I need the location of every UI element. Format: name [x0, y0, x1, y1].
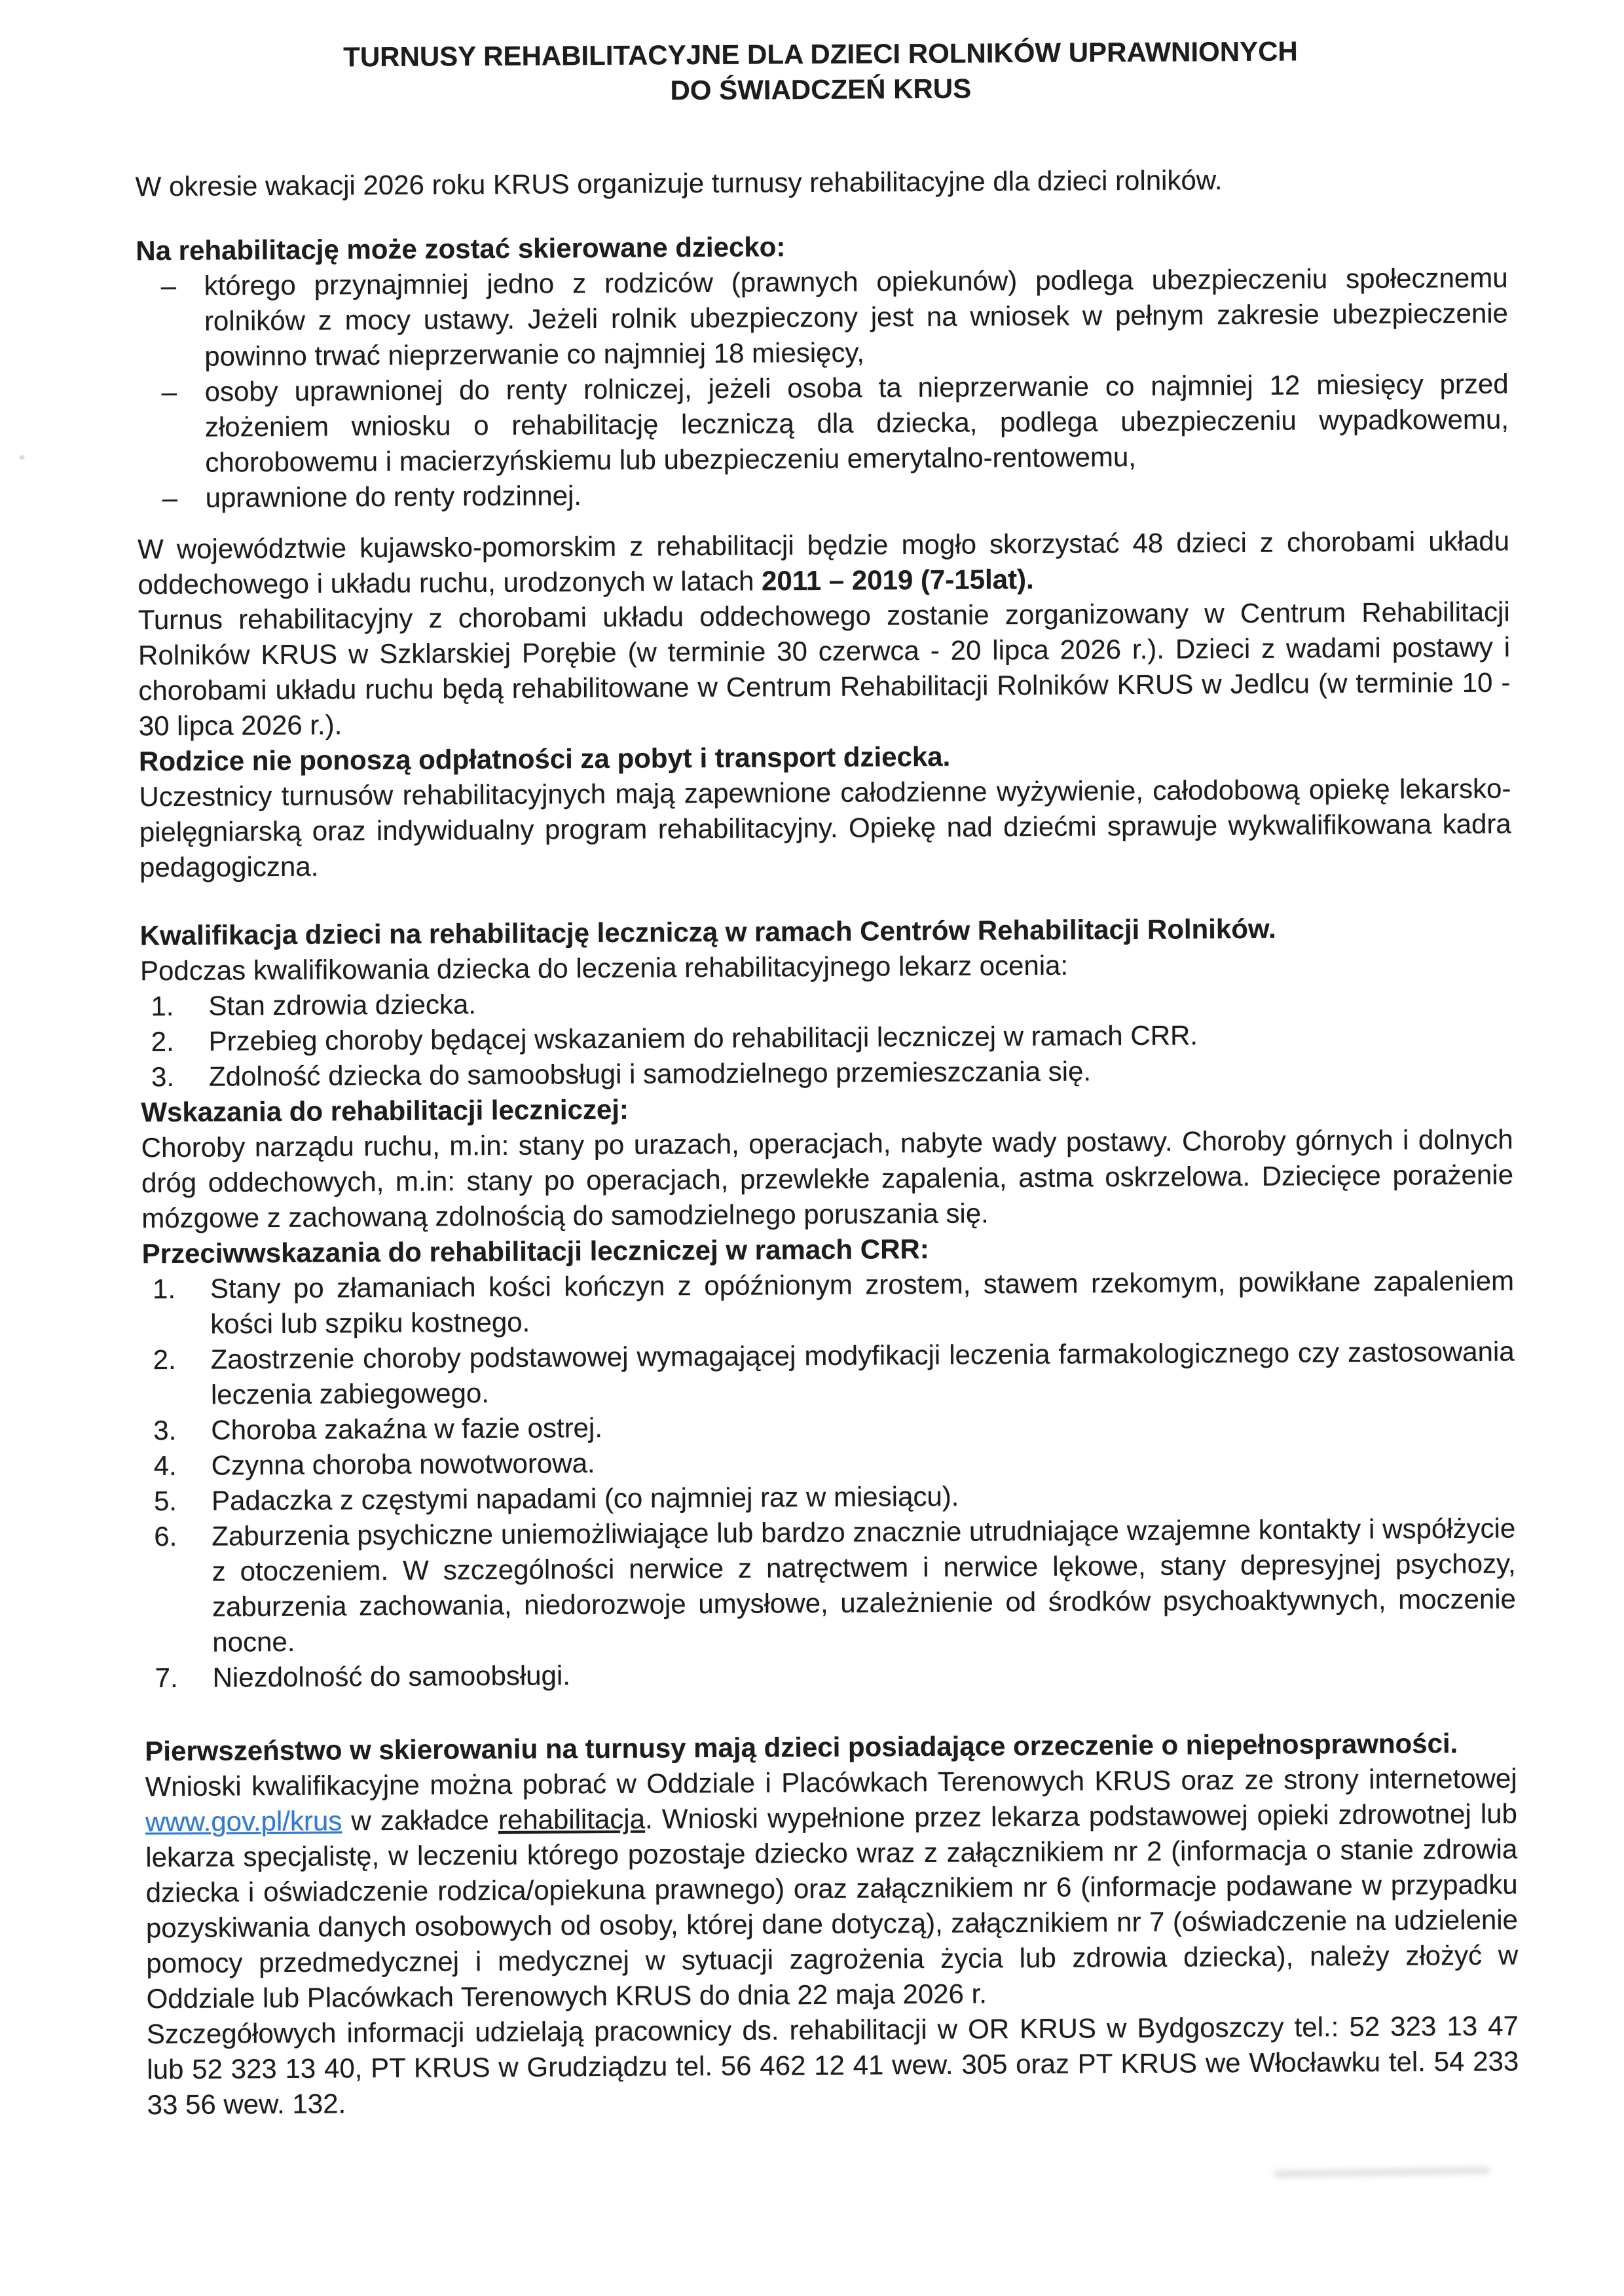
list-item-text: Zaostrzenie choroby podstawowej wymagającej modyfikacji leczenia farmakologicznego czy zastosowania leczenia zabiegowego. — [210, 1336, 1515, 1410]
number-marker: 7. — [155, 1662, 178, 1694]
number-marker: 4. — [153, 1449, 177, 1482]
birth-years-bold: 2011 – 2019 (7-15lat). — [761, 563, 1034, 596]
list-item — [136, 367, 1509, 481]
contact-paragraph: Szczegółowych informacji udzielają pracownicy ds. rehabilitacji w OR KRUS w Bydgoszczy tel.: 52 323 13 47 lub 52 323 13 40, PT KRUS w Grudziądzu tel. 56 462 12 41 wew. 305 oraz PT KRUS we Włocławku tel. 54 233 33 56 wew. 132. — [146, 2010, 1519, 2121]
list-item-text: Czynna choroba nowotworowa. — [211, 1448, 595, 1481]
title-line-1: TURNUSY REHABILITACYJNE DLA DZIECI ROLNIKÓW UPRAWNIONYCH — [343, 35, 1298, 73]
list-item — [142, 1263, 1515, 1342]
list-item-text: osoby uprawnionej do renty rolniczej, jeżeli osoba ta nieprzerwanie co najmniej 12 miesięcy przed złożeniem wniosku o rehabilitację leczniczą dla dziecka, podlega ubezpieczeniu wypadkowemu, chorobowemu i macierzyńskiemu lub ubezpieczeniu emerytalno-rentowemu, — [204, 368, 1509, 478]
number-marker: 3. — [151, 1061, 175, 1093]
list-item — [136, 261, 1508, 375]
krus-website-link[interactable]: www.gov.pl/krus — [145, 1805, 342, 1838]
dash-marker: – — [162, 482, 178, 514]
dash-marker: – — [161, 376, 177, 408]
qualification-list — [140, 980, 1513, 1095]
qualification-section — [140, 909, 1514, 1236]
list-item-text: Padaczka z częstymi napadami (co najmniej raz w miesiącu). — [211, 1480, 959, 1516]
qualification-heading: Kwalifikacja dzieci na rehabilitację leczniczą w ramach Centrów Rehabilitacji Rolników. — [139, 913, 1276, 951]
no-fee-statement: Rodzice nie ponoszą odpłatności za pobyt i transport dziecka. — [138, 740, 951, 777]
number-marker: 1. — [151, 990, 174, 1022]
eligibility-heading: Na rehabilitację może zostać skierowane dziecko: — [136, 231, 786, 266]
indications-body: Choroby narządu ruchu, m.in: stany po urazach, operacjach, nabyte wady postawy. Choroby górnych i dolnych dróg oddechowych, m.in: stany po operacjach, przewlekłe zapalenia, astma oskrzelowa. Dziecięce porażenie mózgowe z zachowaną zdolnością do samodzielnego poruszania się. — [141, 1123, 1514, 1234]
program-section — [138, 524, 1511, 886]
scan-speck — [20, 455, 24, 460]
eligibility-list — [136, 261, 1509, 517]
list-item-text: Przebieg choroby będącej wskazaniem do rehabilitacji leczniczej w ramach CRR. — [208, 1019, 1198, 1057]
rehabilitacja-underlined: rehabilitacja — [498, 1803, 646, 1835]
number-marker: 5. — [153, 1485, 177, 1517]
applications-paragraph — [145, 1760, 1518, 2016]
intro-paragraph: W okresie wakacji 2026 roku KRUS organizuje turnusy rehabilitacyjne dla dzieci rolników. — [135, 164, 1223, 202]
contraindications-heading: Przeciwwskazania do rehabilitacji leczniczej w ramach CRR: — [141, 1233, 929, 1269]
capacity-text: W województwie kujawsko-pomorskim z rehabilitacji będzie mogło skorzystać 48 dzieci z chorobami układu oddechowego i układu ruchu, urodzonych w latach — [137, 525, 1510, 600]
qualification-subheading: Podczas kwalifikowania dziecka do leczenia rehabilitacyjnego lekarz ocenia: — [139, 949, 1069, 987]
list-item-text: Stan zdrowia dziecka. — [208, 989, 477, 1021]
list-item-text: którego przynajmniej jedno z rodziców (prawnych opiekunów) podlega ubezpieczeniu społecznemu rolników z mocy ustawy. Jeżeli rolnik ubezpieczony jest na wniosek w pełnym zakresie ubezpieczenie powinno trwać nieprzerwanie co najmniej 18 miesięcy, — [204, 262, 1509, 372]
priority-statement: Pierwszeństwo w skierowaniu na turnusy mają dzieci posiadające orzeczenie o niepełnosprawności. — [145, 1728, 1458, 1767]
applications-text: Wnioski kwalifikacyjne można pobrać w Oddziale i Placówkach Terenowych KRUS oraz ze strony internetowej — [145, 1762, 1517, 1802]
list-item-text: Zdolność dziecka do samoobsługi i samodzielnego przemieszczania się. — [208, 1055, 1092, 1092]
applications-section — [145, 1725, 1519, 2123]
dash-marker: – — [160, 270, 177, 302]
centers-paragraph: Turnus rehabilitacyjny z chorobami układu oddechowego zostanie zorganizowany w Centrum Rehabilitacji Rolników KRUS w Szklarskiej Porębie (w terminie 30 czerwca - 20 lipca 2026 r.). Dzieci z wadami postawy i chorobami układu ruchu będą rehabilitowane w Centrum Rehabilitacji Rolników KRUS w Jedlcu (w terminie 10 - 30 lipca 2026 r.). — [138, 596, 1511, 742]
number-marker: 1. — [152, 1273, 176, 1305]
list-item — [144, 1652, 1516, 1696]
list-item-text: Niezdolność do samoobsługi. — [212, 1660, 571, 1693]
number-marker: 2. — [151, 1025, 174, 1057]
care-paragraph: Uczestnicy turnusów rehabilitacyjnych mają zapewnione całodzienne wyżywienie, całodobową opiekę lekarsko-pielęgniarską oraz indywidualny program rehabilitacyjny. Opiekę nad dziećmi sprawuje wykwalifikowana kadra pedagogiczna. — [139, 773, 1511, 883]
list-item-text: Zaburzenia psychiczne uniemożliwiające lub bardzo znacznie utrudniające wzajemne kontakty i współżycie z otoczeniem. W szczególności nerwice z natręctwem i nerwice lękowe, stany depresyjnej psychozy, zaburzenia zachowania, niedorozwoje umysłowe, uzależnienie od środków psychoaktywnych, moczenie nocne. — [212, 1512, 1517, 1658]
list-item-text: uprawnione do renty rodzinnej. — [205, 480, 582, 513]
list-item — [143, 1334, 1515, 1413]
applications-text: w zakładce — [342, 1804, 499, 1836]
scan-smudge — [1274, 2166, 1490, 2178]
list-item-text: Stany po złamaniach kości kończyn z opóźnionym zrostem, stawem rzekomym, powikłane zapaleniem kości lub szpiku kostnego. — [210, 1265, 1515, 1339]
applications-text: . Wnioski wypełnione przez lekarza podstawowej opieki zdrowotnej lub lekarza specjalistę, w leczeniu którego pozostaje dziecko wraz z załącznikiem nr 2 (informacja o stanie zdrowia dziecka i oświadczenie rodzica/opiekuna prawnego) oraz załącznikiem nr 6 (informacje podawane w przypadku pozyskiwania danych osobowych od osoby, której dane dotyczą), załącznikiem nr 7 (oświadczenie na udzielenie pomocy przedmedycznej i medycznej w sytuacji zagrożenia życia lub zdrowia dziecka), należy złożyć w Oddziale lub Placówkach Terenowych KRUS do dnia 22 maja 2026 r. — [145, 1798, 1519, 2014]
document-title — [134, 33, 1507, 112]
number-marker: 2. — [153, 1343, 176, 1376]
title-line-2: DO ŚWIADCZEŃ KRUS — [670, 73, 972, 106]
list-item-text: Choroba zakaźna w fazie ostrej. — [211, 1412, 603, 1446]
number-marker: 3. — [153, 1414, 177, 1446]
list-item — [137, 473, 1509, 517]
capacity-paragraph — [138, 524, 1510, 603]
number-marker: 6. — [154, 1520, 177, 1552]
contraindications-list — [142, 1263, 1517, 1696]
contraindications-section — [142, 1228, 1517, 1696]
indications-heading: Wskazania do rehabilitacji leczniczej: — [141, 1093, 629, 1128]
eligibility-section — [136, 225, 1509, 517]
list-item — [143, 1510, 1516, 1660]
